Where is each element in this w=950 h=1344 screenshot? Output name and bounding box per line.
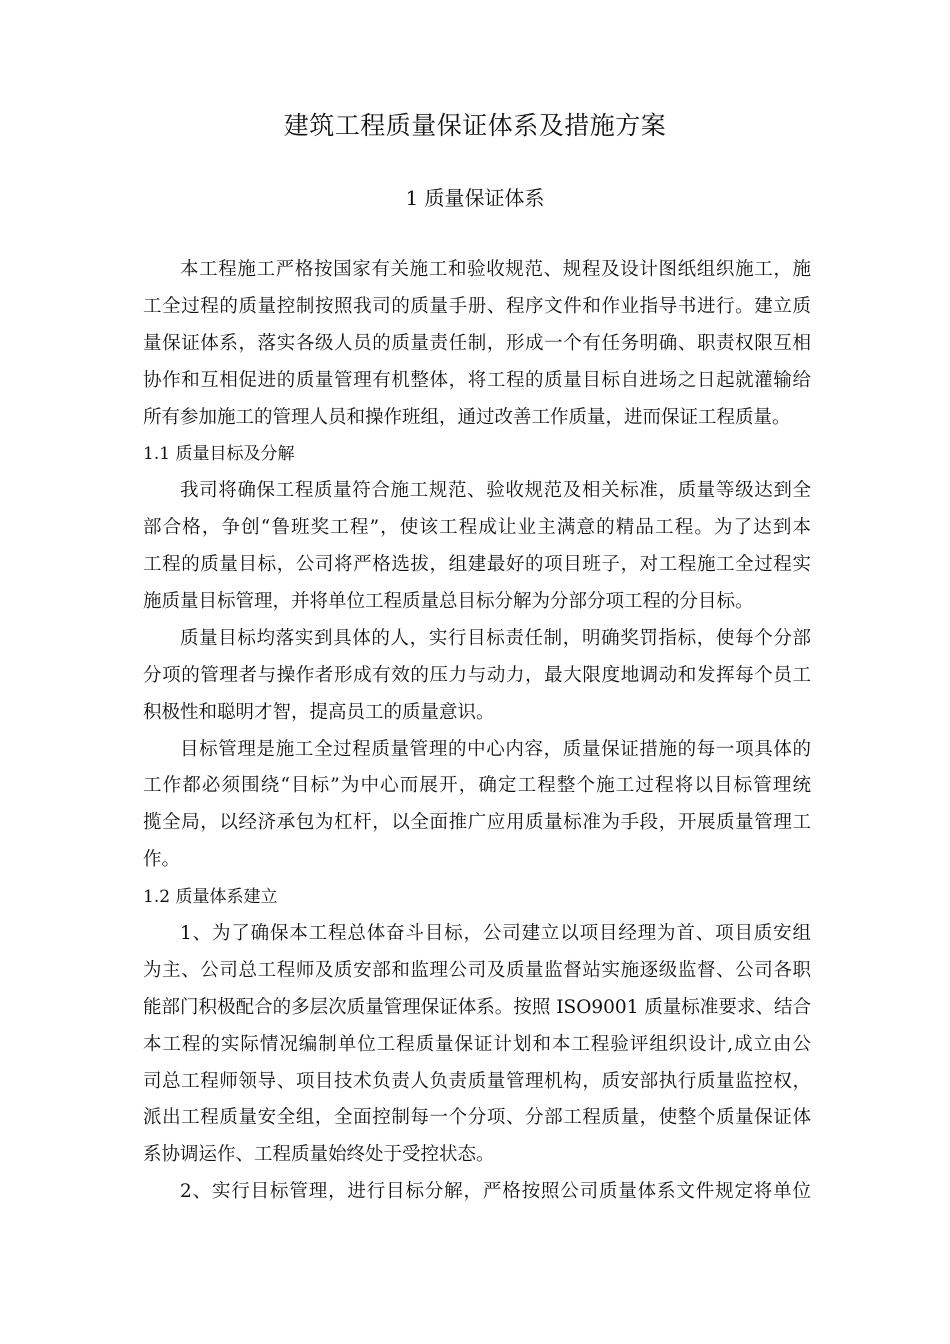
document-title: 建筑工程质量保证体系及措施方案 (283, 111, 667, 140)
paragraph-line: 积极性和聪明才智，提高员工的质量意识。 (143, 701, 495, 723)
paragraph-line: 本工程施工严格按国家有关施工和验收规范、规程及设计图纸组织施工，施 (180, 259, 811, 280)
paragraph-line: 工作都必须围绕“目标”为中心而展开，确定工程整个施工过程将以目标管理统 (143, 775, 811, 797)
paragraph-line: 工全过程的质量控制按照我司的质量手册、程序文件和作业指导书进行。建立质 (143, 295, 811, 317)
paragraph-line: 派出工程质量安全组，全面控制每一个分项、分部工程质量，使整个质量保证体 (143, 1107, 811, 1129)
paragraph-line: 我司将确保工程质量符合施工规范、验收规范及相关标准，质量等级达到全 (180, 480, 811, 502)
paragraph-line: 工程的质量目标，公司将严格选拔，组建最好的项目班子，对工程施工全过程实 (143, 554, 811, 576)
paragraph-line: 质量目标均落实到具体的人，实行目标责任制，明确奖罚指标，使每个分部 (180, 627, 811, 649)
paragraph-line: 所有参加施工的管理人员和操作班组，通过改善工作质量，进而保证工程质量。 (143, 406, 791, 428)
paragraph-line: 协作和互相促进的质量管理有机整体，将工程的质量目标自进场之日起就灌输给 (143, 369, 811, 391)
paragraph-line: 目标管理是施工全过程质量管理的中心内容，质量保证措施的每一项具体的 (180, 738, 811, 760)
paragraph-line: 部合格，争创“鲁班奖工程”，使该工程成让业主满意的精品工程。为了达到本 (143, 517, 811, 539)
paragraph-line: 系协调运作、工程质量始终处于受控状态。 (143, 1144, 495, 1166)
section-title: 1 质量保证体系 (405, 186, 545, 210)
paragraph-line: 分项的管理者与操作者形成有效的压力与动力，最大限度地调动和发挥每个员工 (143, 664, 811, 686)
document-body (143, 252, 811, 1211)
paragraph-line: 量保证体系，落实各级人员的质量责任制，形成一个有任务明确、职责权限互相 (143, 332, 811, 354)
paragraph-line: 本工程的实际情况编制单位工程质量保证计划和本工程验评组织设计,成立由公 (143, 1033, 811, 1055)
subsection-heading: 1.1 质量目标及分解 (143, 444, 295, 465)
paragraph-line: 司总工程师领导、项目技术负责人负责质量管理机构，质安部执行质量监控权， (143, 1070, 811, 1092)
paragraph-line: 能部门积极配合的多层次质量管理保证体系。按照 ISO9001 质量标准要求、结合 (143, 996, 811, 1018)
paragraph-line: 1、为了确保本工程总体奋斗目标，公司建立以项目经理为首、项目质安组 (180, 923, 811, 945)
paragraph-line: 作。 (143, 849, 181, 871)
paragraph-line: 揽全局，以经济承包为杠杆，以全面推广应用质量标准为手段，开展质量管理工 (143, 812, 811, 834)
paragraph-line: 为主、公司总工程师及质安部和监理公司及质量监督站实施逐级监督、公司各职 (143, 959, 811, 981)
paragraph-line: 施质量目标管理，并将单位工程质量总目标分解为分部分项工程的分目标。 (143, 591, 754, 613)
subsection-heading: 1.2 质量体系建立 (143, 887, 278, 908)
paragraph-line: 2、实行目标管理，进行目标分解，严格按照公司质量体系文件规定将单位 (180, 1181, 811, 1203)
